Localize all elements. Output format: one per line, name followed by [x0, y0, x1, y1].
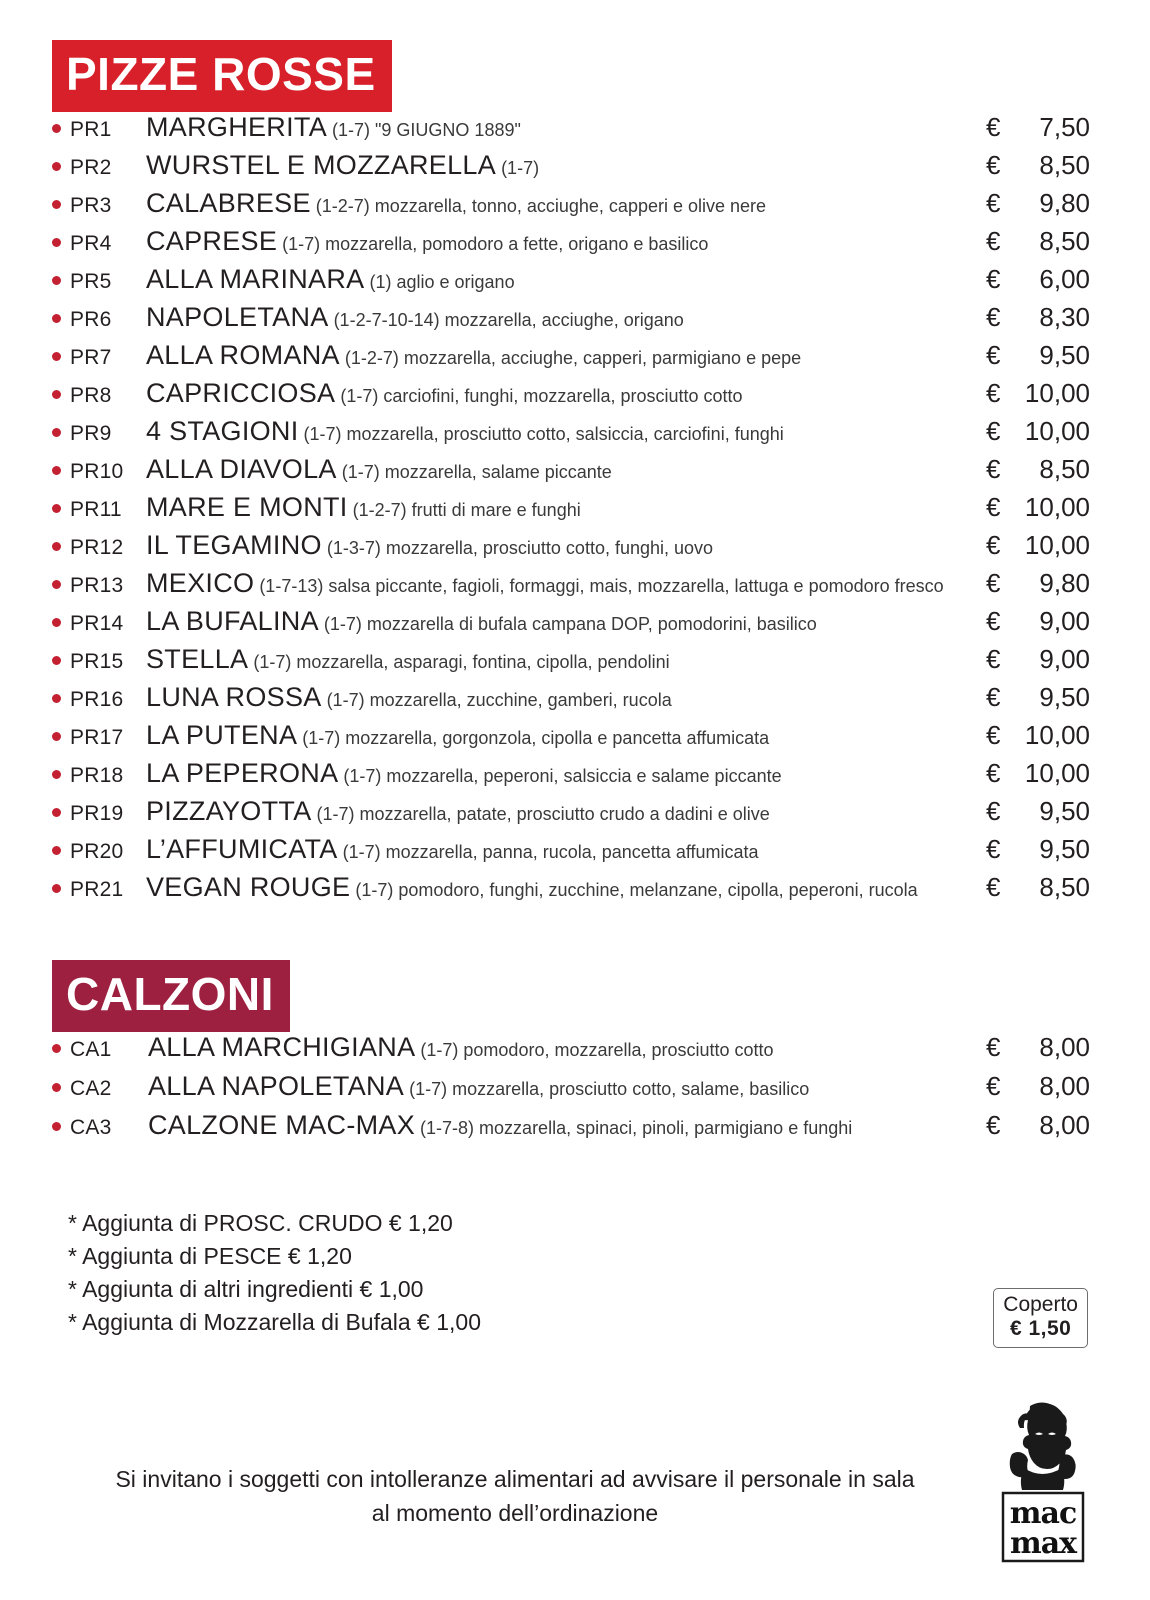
item-price-value: 8,50: [1039, 872, 1090, 902]
pizze-rosse-list: [52, 112, 1098, 910]
extras-line: * Aggiunta di Mozzarella di Bufala € 1,00: [68, 1309, 481, 1335]
item-code: PR12: [70, 536, 124, 559]
item-price: [980, 150, 1098, 181]
item-ingredients: mozzarella, patate, prosciutto crudo a dadini e olive: [354, 804, 770, 824]
item-currency: €: [986, 834, 1001, 864]
item-name: LA PUTENA: [146, 720, 298, 750]
item-name: LA PEPERONA: [146, 758, 339, 788]
item-code: PR11: [70, 498, 122, 521]
item-ingredients: mozzarella, panna, rucola, pancetta affumicata: [380, 842, 759, 862]
item-currency: €: [986, 758, 1001, 788]
item-description: [146, 568, 980, 599]
item-price-value: 8,00: [1039, 1110, 1090, 1140]
item-allergens: (1-7): [496, 158, 540, 178]
item-name: ALLA MARCHIGIANA: [148, 1032, 416, 1062]
item-ingredients: frutti di mare e funghi: [406, 500, 581, 520]
item-currency: €: [986, 226, 1001, 256]
menu-item-row: [52, 492, 1098, 530]
item-description: [146, 530, 980, 561]
menu-item-row: [52, 720, 1098, 758]
item-description: [146, 682, 980, 713]
bullet-icon: [52, 618, 61, 627]
item-description: [146, 264, 980, 295]
item-ingredients: mozzarella, peperoni, salsiccia e salame piccante: [381, 766, 782, 786]
item-price-value: 6,00: [1039, 264, 1090, 294]
item-ingredients: mozzarella, prosciutto cotto, salame, basilico: [447, 1079, 810, 1099]
bullet-icon: [52, 1083, 61, 1092]
section-pizze-rosse: [52, 0, 1098, 910]
item-price: [980, 378, 1098, 409]
item-allergens: (1-7): [321, 690, 365, 710]
item-code: PR10: [70, 460, 124, 483]
item-name: ALLA NAPOLETANA: [148, 1071, 405, 1101]
item-allergens: (1-7-13): [254, 576, 324, 596]
item-allergens: (1-7): [298, 424, 342, 444]
item-price-value: 9,50: [1039, 340, 1090, 370]
item-price: [980, 872, 1098, 903]
item-currency: €: [986, 568, 1001, 598]
item-price-value: 10,00: [1024, 720, 1090, 750]
item-code: PR13: [70, 574, 124, 597]
item-ingredients: mozzarella, prosciutto cotto, salsiccia, carciofini, funghi: [341, 424, 784, 444]
item-allergens: (1-2-7): [310, 196, 370, 216]
item-currency: €: [986, 1110, 1001, 1140]
item-code: PR18: [70, 764, 124, 787]
item-currency: €: [986, 264, 1001, 294]
item-currency: €: [986, 644, 1001, 674]
allergy-disclaimer-line1: Si invitano i soggetti con intolleranze alimentari ad avvisare il personale in sala: [115, 1466, 915, 1492]
item-name: CAPRICCIOSA: [146, 378, 336, 408]
item-name: MARE E MONTI: [146, 492, 348, 522]
item-currency: €: [986, 302, 1001, 332]
item-ingredients: pomodoro, mozzarella, prosciutto cotto: [458, 1040, 774, 1060]
item-ingredients: mozzarella, tonno, acciughe, capperi e olive nere: [369, 196, 767, 216]
menu-item-row: [52, 568, 1098, 606]
item-allergens: (1-2-7): [347, 500, 407, 520]
coperto-value: € 1,50: [1009, 1317, 1072, 1341]
item-name: ALLA MARINARA: [146, 264, 365, 294]
item-currency: €: [986, 112, 1001, 142]
item-ingredients: mozzarella, pomodoro a fette, origano e basilico: [320, 234, 709, 254]
item-allergens: (1-7): [337, 842, 381, 862]
menu-item-row: [52, 872, 1098, 910]
item-allergens: (1-7): [311, 804, 355, 824]
item-price: [980, 112, 1098, 143]
section-heading-calzoni: CALZONI: [52, 960, 290, 1032]
item-currency: €: [986, 454, 1001, 484]
item-ingredients: pomodoro, funghi, zucchine, melanzane, cipolla, peperoni, rucola: [393, 880, 918, 900]
item-description: [148, 1071, 980, 1102]
item-price-value: 8,50: [1039, 226, 1090, 256]
item-price: [980, 302, 1098, 333]
bullet-icon: [52, 200, 61, 209]
item-description: [146, 720, 980, 751]
item-price-value: 9,80: [1039, 568, 1090, 598]
item-allergens: (1-3-7): [321, 538, 381, 558]
item-price-value: 10,00: [1024, 492, 1090, 522]
item-price-value: 8,00: [1039, 1032, 1090, 1062]
menu-item-row: [52, 416, 1098, 454]
menu-item-row: [52, 188, 1098, 226]
item-price: [980, 188, 1098, 219]
item-price: [980, 1032, 1098, 1063]
item-name: MEXICO: [146, 568, 255, 598]
menu-item-row: [52, 226, 1098, 264]
item-allergens: (1-2-7-10-14): [328, 310, 440, 330]
bullet-icon: [52, 314, 61, 323]
allergy-disclaimer-line2: al momento dell’ordinazione: [371, 1500, 659, 1526]
item-description: [146, 872, 980, 903]
menu-item-row: [52, 378, 1098, 416]
bullet-icon: [52, 352, 61, 361]
item-price: [980, 606, 1098, 637]
menu-item-row: [52, 454, 1098, 492]
item-price: [980, 758, 1098, 789]
item-allergens: (1-7): [338, 766, 382, 786]
item-price-value: 8,30: [1039, 302, 1090, 332]
bullet-icon: [52, 1044, 61, 1053]
item-description: [146, 454, 980, 485]
item-price: [980, 568, 1098, 599]
item-price: [980, 492, 1098, 523]
item-description: [146, 302, 980, 333]
menu-item-row: [52, 606, 1098, 644]
menu-item-row: [52, 264, 1098, 302]
item-code: PR1: [70, 118, 112, 141]
item-description: [146, 834, 980, 865]
bullet-icon: [52, 732, 61, 741]
item-currency: €: [986, 682, 1001, 712]
menu-item-row: [52, 340, 1098, 378]
item-price: [980, 644, 1098, 675]
item-description: [146, 150, 980, 181]
item-allergens: (1-7): [404, 1079, 448, 1099]
bullet-icon: [52, 694, 61, 703]
bullet-icon: [52, 1122, 61, 1131]
item-allergens: (1-2-7): [339, 348, 399, 368]
item-name: WURSTEL E MOZZARELLA: [146, 150, 497, 180]
item-name: L’AFFUMICATA: [146, 834, 338, 864]
item-ingredients: aglio e origano: [391, 272, 515, 292]
bullet-icon: [52, 656, 61, 665]
item-price-value: 10,00: [1024, 416, 1090, 446]
item-price-value: 10,00: [1024, 530, 1090, 560]
extras-line: * Aggiunta di PROSC. CRUDO € 1,20: [68, 1210, 453, 1236]
item-code: PR21: [70, 878, 124, 901]
menu-item-row: [52, 530, 1098, 568]
item-price: [980, 226, 1098, 257]
item-code: PR4: [70, 232, 112, 255]
menu-item-row: [52, 834, 1098, 872]
calzoni-list: [52, 1032, 1098, 1149]
item-code: PR20: [70, 840, 124, 863]
item-price: [980, 1110, 1098, 1141]
item-price: [980, 530, 1098, 561]
allergy-disclaimer: [0, 1462, 1150, 1530]
item-allergens: (1-7-8): [415, 1118, 475, 1138]
item-currency: €: [986, 530, 1001, 560]
item-price-value: 8,50: [1039, 454, 1090, 484]
item-allergens: (1-7): [336, 462, 380, 482]
bullet-icon: [52, 276, 61, 285]
menu-item-row: [52, 682, 1098, 720]
bullet-icon: [52, 808, 61, 817]
item-ingredients: mozzarella, gorgonzola, cipolla e pancetta affumicata: [340, 728, 770, 748]
bullet-icon: [52, 390, 61, 399]
item-code: PR2: [70, 156, 112, 179]
menu-item-row: [52, 1071, 1098, 1110]
item-code: PR5: [70, 270, 112, 293]
item-description: [146, 606, 980, 637]
item-name: NAPOLETANA: [146, 302, 329, 332]
bullet-icon: [52, 466, 61, 475]
item-price: [980, 454, 1098, 485]
item-price: [980, 796, 1098, 827]
item-description: [146, 188, 980, 219]
item-code: PR8: [70, 384, 112, 407]
item-name: STELLA: [146, 644, 249, 674]
item-description: [146, 758, 980, 789]
bullet-icon: [52, 884, 61, 893]
item-price-value: 9,50: [1039, 834, 1090, 864]
item-name: IL TEGAMINO: [146, 530, 322, 560]
item-ingredients: mozzarella di bufala campana DOP, pomodorini, basilico: [361, 614, 817, 634]
item-price: [980, 1071, 1098, 1102]
item-currency: €: [986, 872, 1001, 902]
menu-item-row: [52, 1032, 1098, 1071]
menu-item-row: [52, 796, 1098, 834]
item-allergens: (1-7): [335, 386, 379, 406]
item-allergens: (1-7): [297, 728, 341, 748]
bullet-icon: [52, 504, 61, 513]
item-name: CALABRESE: [146, 188, 311, 218]
item-price-value: 9,50: [1039, 682, 1090, 712]
item-price-value: 10,00: [1024, 758, 1090, 788]
item-ingredients: mozzarella, zucchine, gamberi, rucola: [364, 690, 672, 710]
bullet-icon: [52, 542, 61, 551]
item-currency: €: [986, 188, 1001, 218]
logo-text-line1: mac: [1009, 1496, 1077, 1531]
menu-item-row: [52, 1110, 1098, 1149]
item-name: MARGHERITA: [146, 112, 328, 142]
item-name: LUNA ROSSA: [146, 682, 322, 712]
item-code: CA3: [70, 1116, 112, 1139]
section-calzoni: [52, 910, 1098, 1149]
item-name: PIZZAYOTTA: [146, 796, 312, 826]
item-currency: €: [986, 720, 1001, 750]
item-code: PR9: [70, 422, 112, 445]
bullet-icon: [52, 162, 61, 171]
item-description: [146, 378, 980, 409]
item-name: ALLA ROMANA: [146, 340, 340, 370]
item-price: [980, 264, 1098, 295]
item-code: PR16: [70, 688, 124, 711]
item-description: [146, 492, 980, 523]
menu-item-row: [52, 644, 1098, 682]
item-currency: €: [986, 1071, 1001, 1101]
extras-line: * Aggiunta di altri ingredienti € 1,00: [68, 1276, 424, 1302]
item-name: CAPRESE: [146, 226, 278, 256]
coperto-label: Coperto: [1003, 1293, 1078, 1316]
item-currency: €: [986, 1032, 1001, 1062]
menu-item-row: [52, 758, 1098, 796]
section-heading-pizze-rosse: PIZZE ROSSE: [52, 40, 392, 112]
item-description: [148, 1032, 980, 1063]
item-allergens: (1-7): [277, 234, 321, 254]
item-code: PR15: [70, 650, 124, 673]
menu-item-row: [52, 302, 1098, 340]
item-name: ALLA DIAVOLA: [146, 454, 337, 484]
item-price-value: 8,50: [1039, 150, 1090, 180]
item-ingredients: mozzarella, asparagi, fontina, cipolla, pendolini: [291, 652, 670, 672]
item-price: [980, 720, 1098, 751]
item-allergens: (1-7): [415, 1040, 459, 1060]
item-ingredients: carciofini, funghi, mozzarella, prosciutto cotto: [378, 386, 743, 406]
item-code: PR3: [70, 194, 112, 217]
item-ingredients: mozzarella, spinaci, pinoli, parmigiano e funghi: [474, 1118, 853, 1138]
item-description: [146, 416, 980, 447]
item-ingredients: mozzarella, acciughe, capperi, parmigiano e pepe: [398, 348, 802, 368]
item-price-value: 9,50: [1039, 796, 1090, 826]
item-allergens: (1-7): [248, 652, 292, 672]
item-currency: €: [986, 492, 1001, 522]
item-currency: €: [986, 340, 1001, 370]
item-description: [146, 644, 980, 675]
item-description: [146, 796, 980, 827]
item-description: [146, 226, 980, 257]
bullet-icon: [52, 770, 61, 779]
item-currency: €: [986, 606, 1001, 636]
item-allergens: (1): [364, 272, 392, 292]
item-name: LA BUFALINA: [146, 606, 319, 636]
bullet-icon: [52, 124, 61, 133]
item-name: CALZONE MAC-MAX: [148, 1110, 416, 1140]
menu-item-row: [52, 150, 1098, 188]
item-allergens: (1-7): [318, 614, 362, 634]
item-code: PR14: [70, 612, 124, 635]
extras-line: * Aggiunta di PESCE € 1,20: [68, 1243, 352, 1269]
item-description: [148, 1110, 980, 1141]
item-name: VEGAN ROUGE: [146, 872, 351, 902]
item-code: PR7: [70, 346, 112, 369]
bullet-icon: [52, 428, 61, 437]
item-price: [980, 834, 1098, 865]
item-price-value: 9,00: [1039, 606, 1090, 636]
item-price: [980, 416, 1098, 447]
item-ingredients: mozzarella, acciughe, origano: [439, 310, 684, 330]
item-name: 4 STAGIONI: [146, 416, 299, 446]
item-price-value: 10,00: [1024, 378, 1090, 408]
item-currency: €: [986, 150, 1001, 180]
logo-text-line2: max: [1009, 1526, 1077, 1561]
item-price-value: 9,80: [1039, 188, 1090, 218]
item-allergens: (1-7): [350, 880, 394, 900]
item-price-value: 7,50: [1039, 112, 1090, 142]
item-price: [980, 682, 1098, 713]
item-price-value: 8,00: [1039, 1071, 1090, 1101]
bullet-icon: [52, 846, 61, 855]
item-ingredients: mozzarella, prosciutto cotto, funghi, uovo: [380, 538, 714, 558]
item-code: PR6: [70, 308, 112, 331]
bullet-icon: [52, 238, 61, 247]
item-description: [146, 112, 980, 143]
item-code: PR19: [70, 802, 124, 825]
bullet-icon: [52, 580, 61, 589]
item-ingredients: mozzarella, salame piccante: [379, 462, 612, 482]
item-price: [980, 340, 1098, 371]
item-price-value: 9,00: [1039, 644, 1090, 674]
extras-notes: [52, 1207, 1098, 1339]
item-code: CA1: [70, 1038, 112, 1061]
item-description: [146, 340, 980, 371]
coperto-box: [993, 1288, 1088, 1348]
menu-item-row: [52, 112, 1098, 150]
item-ingredients: "9 GIUGNO 1889": [370, 120, 521, 140]
item-code: CA2: [70, 1077, 112, 1100]
item-currency: €: [986, 796, 1001, 826]
item-currency: €: [986, 416, 1001, 446]
item-currency: €: [986, 378, 1001, 408]
item-ingredients: salsa piccante, fagioli, formaggi, mais, mozzarella, lattuga e pomodoro fresco: [323, 576, 944, 596]
item-allergens: (1-7): [327, 120, 371, 140]
item-code: PR17: [70, 726, 124, 749]
